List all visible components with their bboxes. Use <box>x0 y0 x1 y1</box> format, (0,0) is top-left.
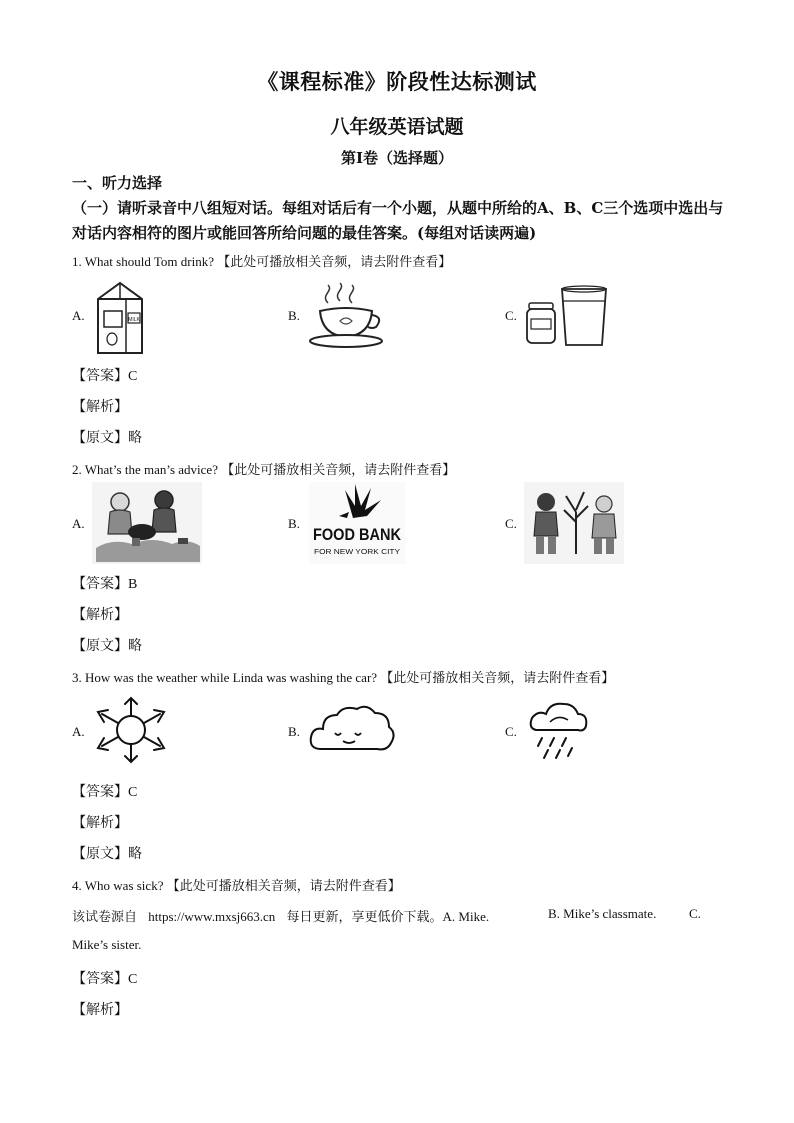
q3-original: 【原文】略 <box>72 846 142 862</box>
q1-analysis: 【解析】 <box>72 399 128 415</box>
section-instruction: （一）请听录音中八组短对话。每组对话后有一个小题，从题中所给的A、B、C三个选项中选出与对话内容相符的图片或能回答所给问题的最佳答案。(每组对话读两遍) <box>72 199 724 242</box>
audio-note: 【此处可播放相关音频，请去附件查看】 <box>380 671 615 686</box>
q3-analysis: 【解析】 <box>72 815 128 831</box>
q4-source-line <box>72 906 489 925</box>
audio-note: 【此处可播放相关音频，请去附件查看】 <box>217 255 452 270</box>
food-bank-subtext: FOR NEW YORK CITY <box>314 549 401 556</box>
question-1 <box>72 251 451 270</box>
q3-option-c-label: C. <box>505 724 517 739</box>
q2-analysis: 【解析】 <box>72 607 128 623</box>
q4-option-b: B. Mike’s classmate. <box>548 906 657 921</box>
q2-option-a-label: A. <box>72 516 85 531</box>
snowflake-icon <box>92 694 170 766</box>
question-2-text: 2. What’s the man’s advice? <box>72 462 218 477</box>
q4-answer: 【答案】C <box>72 971 138 987</box>
question-3 <box>72 667 614 686</box>
question-4 <box>72 875 401 894</box>
q2-original: 【原文】略 <box>72 638 142 654</box>
audio-note: 【此处可播放相关音频，请去附件查看】 <box>166 879 401 894</box>
exam-part: 第Ⅰ卷（选择题） <box>340 149 454 167</box>
question-4-text: 4. Who was sick? <box>72 878 164 893</box>
q3-option-b-label: B. <box>288 724 300 739</box>
q3-option-a-label: A. <box>72 724 85 739</box>
q2-answer: 【答案】B <box>72 576 138 592</box>
exam-title: 《课程标准》阶段性达标测试 <box>257 69 537 94</box>
source-url[interactable]: https://www.mxsj663.cn <box>148 909 276 924</box>
q2-option-b-label: B. <box>288 516 300 531</box>
section-heading: 一、听力选择 <box>72 174 163 192</box>
q1-option-a-label: A. <box>72 308 85 323</box>
q1-option-c-label: C. <box>505 308 517 323</box>
milk-carton-icon <box>90 277 150 357</box>
q4-option-c-text: Mike’s sister. <box>72 937 142 952</box>
tea-cup-icon <box>306 283 386 349</box>
children-planting-tree-icon <box>524 482 624 564</box>
food-bank-text: FOOD BANK <box>313 525 402 544</box>
rain-cloud-icon <box>528 700 590 764</box>
source-tail: 每日更新，享更低价下载。 <box>286 910 443 925</box>
audio-note: 【此处可播放相关音频，请去附件查看】 <box>221 463 456 478</box>
food-bank-logo-icon <box>309 482 405 564</box>
q2-option-c-label: C. <box>505 516 517 531</box>
q4-option-a: A. Mike. <box>442 909 490 924</box>
q1-original: 【原文】略 <box>72 430 142 446</box>
q1-option-b-label: B. <box>288 308 300 323</box>
exam-subtitle: 八年级英语试题 <box>330 116 464 138</box>
q1-answer: 【答案】C <box>72 368 138 384</box>
cloud-icon <box>307 703 397 755</box>
jam-jar-and-glass-icon <box>524 285 610 349</box>
question-1-text: 1. What should Tom drink? <box>72 254 214 269</box>
question-3-text: 3. How was the weather while Linda was washing the car? <box>72 670 378 685</box>
question-2 <box>72 459 455 478</box>
carton-text: MILK <box>128 317 140 323</box>
children-picnic-icon <box>92 482 202 564</box>
source-text: 该试卷源自 <box>72 910 138 925</box>
q3-answer: 【答案】C <box>72 784 138 800</box>
q4-analysis: 【解析】 <box>72 1002 128 1018</box>
q4-option-c-marker: C. <box>689 906 701 921</box>
